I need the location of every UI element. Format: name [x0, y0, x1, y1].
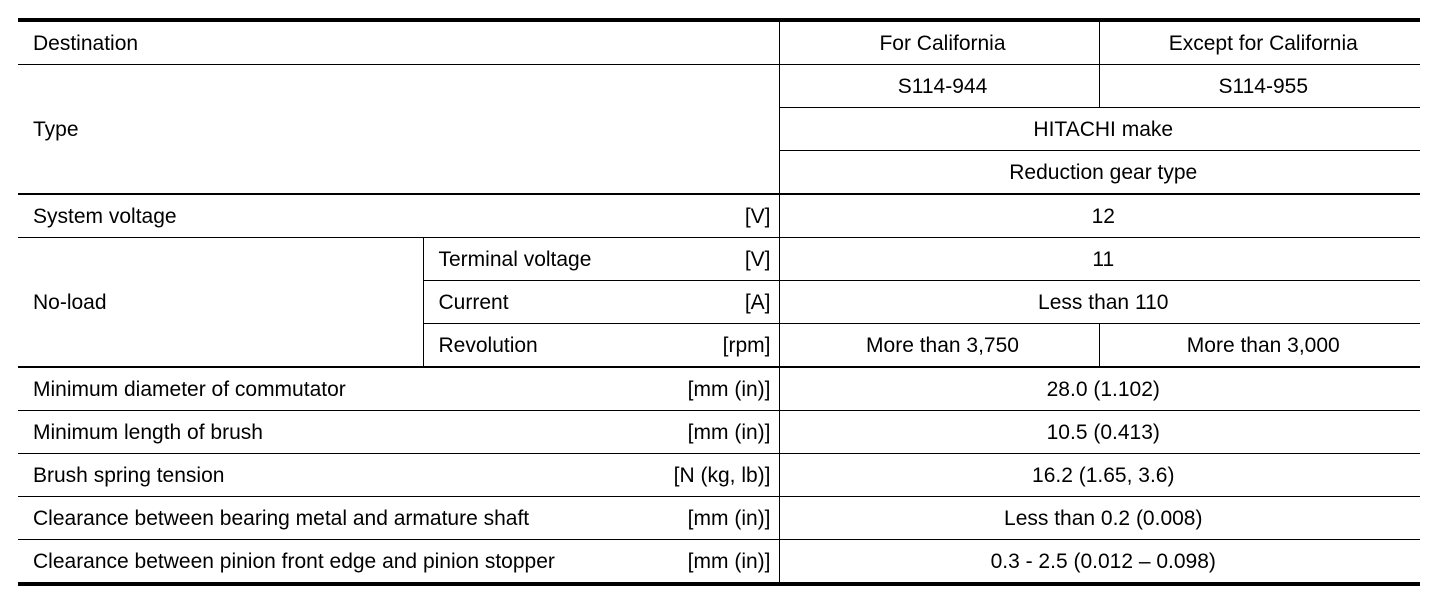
revolution-unit: [rpm]	[722, 333, 771, 357]
system-voltage-unit: [V]	[744, 204, 771, 228]
table-row	[18, 540, 1420, 585]
bearing-clearance-label: Clearance between bearing metal and armature shaft	[33, 506, 530, 530]
table-row	[18, 194, 1420, 238]
system-voltage-label: System voltage	[33, 204, 177, 228]
table-row	[18, 20, 1420, 65]
pinion-clearance-unit: [mm (in)]	[687, 549, 771, 573]
model-other: S114-955	[1099, 65, 1420, 108]
system-voltage-cell	[18, 194, 779, 238]
commutator-value: 28.0 (1.102)	[779, 367, 1420, 411]
pinion-clearance-label: Clearance between pinion front edge and pinion stopper	[33, 549, 555, 573]
revolution-value-california: More than 3,750	[779, 324, 1099, 368]
table-row	[18, 497, 1420, 540]
table-row	[18, 454, 1420, 497]
brush-length-value: 10.5 (0.413)	[779, 411, 1420, 454]
destination-label: Destination	[18, 20, 779, 65]
no-load-label: No-load	[18, 238, 423, 368]
bearing-clearance-cell	[18, 497, 779, 540]
commutator-label: Minimum diameter of commutator	[33, 377, 346, 401]
current-unit: [A]	[744, 290, 771, 314]
model-california: S114-944	[779, 65, 1099, 108]
terminal-voltage-value: 11	[779, 238, 1420, 281]
system-voltage-value: 12	[779, 194, 1420, 238]
spring-tension-unit: [N (kg, lb)]	[673, 463, 771, 487]
table-row	[18, 238, 1420, 281]
brush-length-label: Minimum length of brush	[33, 420, 263, 444]
gear-type-value: Reduction gear type	[779, 151, 1420, 195]
starter-spec-table	[18, 18, 1420, 586]
brush-length-cell	[18, 411, 779, 454]
terminal-voltage-unit: [V]	[744, 247, 771, 271]
current-value: Less than 110	[779, 281, 1420, 324]
table-row	[18, 411, 1420, 454]
bearing-clearance-unit: [mm (in)]	[687, 506, 771, 530]
spring-tension-value: 16.2 (1.65, 3.6)	[779, 454, 1420, 497]
current-cell	[423, 281, 779, 324]
except-california-header: Except for California	[1099, 20, 1420, 65]
terminal-voltage-cell	[423, 238, 779, 281]
revolution-cell	[423, 324, 779, 368]
make-value: HITACHI make	[779, 108, 1420, 151]
commutator-unit: [mm (in)]	[687, 377, 771, 401]
spring-tension-cell	[18, 454, 779, 497]
table-row	[18, 367, 1420, 411]
terminal-voltage-label: Terminal voltage	[438, 247, 592, 271]
pinion-clearance-cell	[18, 540, 779, 585]
table-row	[18, 65, 1420, 108]
spring-tension-label: Brush spring tension	[33, 463, 225, 487]
commutator-cell	[18, 367, 779, 411]
brush-length-unit: [mm (in)]	[687, 420, 771, 444]
current-label: Current	[438, 290, 509, 314]
type-label: Type	[18, 65, 779, 195]
for-california-header: For California	[779, 20, 1099, 65]
bearing-clearance-value: Less than 0.2 (0.008)	[779, 497, 1420, 540]
revolution-value-other: More than 3,000	[1099, 324, 1420, 368]
pinion-clearance-value: 0.3 - 2.5 (0.012 – 0.098)	[779, 540, 1420, 585]
revolution-label: Revolution	[438, 333, 538, 357]
